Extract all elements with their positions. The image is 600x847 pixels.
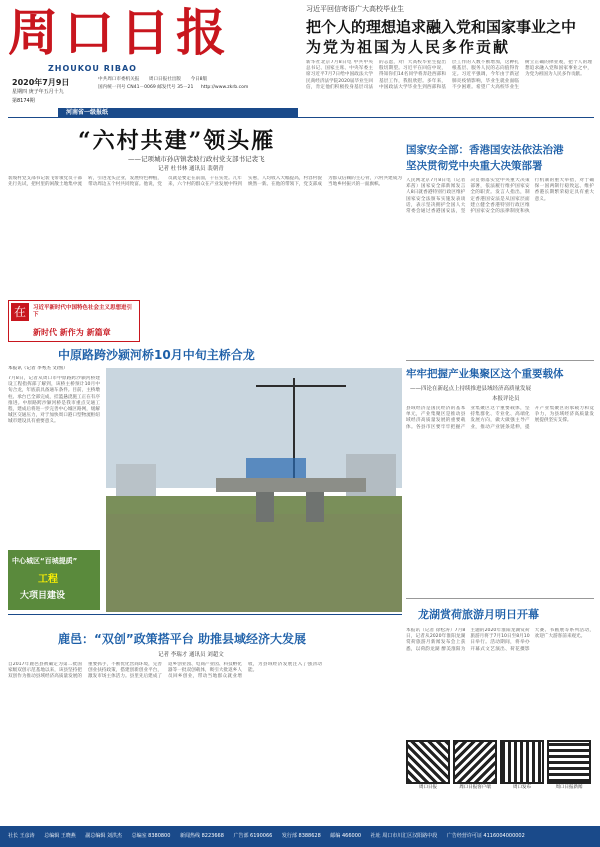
six-villages-headline: “六村共建”领头雁 — [78, 128, 276, 154]
qr-strip — [406, 740, 594, 824]
meta-2: 今日8版 — [190, 77, 208, 82]
qr-item[interactable] — [547, 740, 591, 790]
masthead-pinyin: ZHOUKOU RIBAO — [48, 64, 137, 73]
qr-label: 周口日报新闻 — [555, 785, 583, 790]
qr-item[interactable] — [453, 740, 497, 790]
masthead-meta — [98, 76, 298, 92]
water — [106, 514, 402, 612]
footer — [0, 826, 600, 847]
qr-label: 周口发布 — [513, 785, 531, 790]
masthead — [8, 4, 298, 116]
lead-kicker: 习近平回信寄语广大高校毕业生 — [306, 5, 404, 13]
bridge-pier — [306, 492, 324, 522]
bridge-headline: 中原路跨沙颍河桥10月中旬主桥合龙 — [58, 348, 255, 362]
luyi-story — [8, 618, 402, 808]
scaffolding — [246, 458, 306, 478]
divider — [406, 598, 594, 599]
lotus-body: 本报讯（记者 徐松涛）7月8日，记者从2020年淮阳龙湖赏荷旅游月新闻发布会上获悉，以荷韵龙湖 醉美淮阳为主题的2020年淮阳龙湖赏荷旅游月将于7月10日至8月10日举行。活动期间，将举办开幕式文艺演出、荷花摄影大赛、书画展等系列活动，欢迎广大游客前来观光。 — [406, 628, 594, 652]
right-column — [406, 120, 594, 800]
divider — [8, 614, 402, 615]
bridge-deck — [216, 478, 366, 492]
lead-body: 新华社北京7月8日电 中共中央总书记、国家主席、中央军委主席习近平7月7日给中国政法大学民商经济法学院2020届毕业生回信，肯定他们积极投身基层司法的志愿，对广大高校毕业生提出殷切期望。习近平在回信中说，得知你们14名同学将奔赴西部和基层工作，我很欣慰。多年来，中国政法大学毕业生到西部和基层工作的人数不断增加，这种扎根基层、服务人民的志向值得肯定。习近平强调，今年由于新冠肺炎疫情影响，毕业生就业面临不少困难。希望广大高校毕业生树立正确的择业观，把个人的理想追求融入党和国家事业之中，为党为祖国为人民多作贡献。 — [306, 60, 592, 90]
industry-headline: 牢牢把握产业集聚区这个重要载体 — [406, 368, 564, 380]
qr-label: 周口日报 — [419, 785, 437, 790]
banner-slogan: 新时代 新作为 新篇章 — [33, 328, 111, 337]
footer-item: 新闻热线 8223668 — [180, 833, 224, 839]
masthead-weekday: 星期四 庚子年五月十九 — [12, 89, 64, 95]
theme-banner — [8, 300, 140, 342]
banner-title: 习近平新时代中国特色社会主义思想进引下 — [33, 305, 133, 318]
bridge-story — [8, 342, 402, 612]
ad-line2: 工程 — [38, 574, 58, 585]
security-body: 人民网北京7月8日电（记者 邓茜）国家安全部新闻发言人8日就香港特别行政区维护国家安全法颁布实施发表谈话，表示坚决拥护全国人大常委会通过香港国安法，坚决贯彻落实党中央重大决策部署，依法履行维护国家安全的职责。发言人指出，制定香港国安法是从国家层面建立健全香港特别行政区维护国家安全的法律制度和执行机制的重大举措，对于确保一国两制行稳致远、维护香港长期繁荣稳定具有重大意义。 — [406, 178, 594, 215]
bridge-pier — [256, 492, 274, 522]
luyi-byline: 记者 李瑞才 通讯员 刘超文 — [158, 652, 224, 658]
bridge-photo — [106, 368, 402, 612]
meta-1: 周口日报社出版 — [148, 77, 181, 82]
qr-code-icon — [406, 740, 450, 784]
masthead-title: 周口日报 — [8, 3, 232, 62]
six-villages-story — [8, 120, 402, 310]
ad-line3: 大项目建设 — [20, 591, 66, 601]
footer-item: 广告经营许可证 4116004000002 — [446, 833, 525, 839]
sidebar-ad — [8, 550, 100, 610]
region-bar — [58, 108, 298, 117]
luyi-body: 自2017年鹿邑县被确定为第二批国家级双创示范基地以来，该县坚持把双创作为推动县域经济高质量发展的重要抓手，不断优化营商环境，完善创业扶持政策，搭建创新创业平台，激发市场主体活力。县里先后建成了返乡创业园、电商产业园、科技孵化器等一批双创载体，吸引大批返乡人员回乡创业，带动当地群众就业增收，为县域经济发展注入了强劲动能。 — [8, 662, 322, 680]
divider — [8, 117, 594, 118]
lead-headline-2: 为党为祖国为人民多作贡献 — [306, 38, 511, 56]
ad-title: 中心城区“百城提质” — [12, 557, 78, 565]
industry-body: 县域经济是国民经济的基本单元，产业集聚区是推动县域经济高质量发展的重要载体。各县市区要牢牢把握产业集聚区这个重要载体，坚持集群化、专业化、高端化发展方向，做大做强主导产业，推动产业链条延伸，提升产业集聚区的承载力和竞争力，为县域经济高质量发展提供坚实支撑。 — [406, 406, 594, 430]
footer-item: 社长 王彦涛 — [8, 833, 35, 839]
meta-0: 中共周口市委机关报 — [98, 77, 140, 82]
lead-headline-1: 把个人的理想追求融入党和国家事业之中 — [306, 18, 577, 36]
bridge-byline: 本报讯（记者 李秀杰 文/图） — [8, 366, 68, 371]
meta-4: http://www.zkrb.com — [200, 85, 249, 90]
footer-item: 社址 周口市川汇区汉阳路中段 — [370, 833, 438, 839]
qr-code-icon — [500, 740, 544, 784]
divider — [406, 360, 594, 361]
riverbank — [106, 496, 402, 514]
luyi-headline: 鹿邑：“双创”政策搭平台 助推县域经济大发展 — [58, 632, 306, 646]
lotus-headline: 龙湖赏荷旅游月明日开幕 — [418, 608, 539, 621]
masthead-date: 2020年7月9日 — [12, 78, 70, 87]
masthead-issue: 第8174期 — [12, 98, 35, 104]
qr-code-icon — [547, 740, 591, 784]
industry-subhead: ——四论在新起点上持续推进县域经济高质量发展 — [410, 386, 532, 392]
lead-story — [302, 4, 594, 112]
qr-item[interactable] — [406, 740, 450, 790]
footer-item: 总编室 8380800 — [131, 833, 171, 839]
bridge-body: 7月8日，记者从周口市中原路跨沙颍河桥建设工程指挥部了解到，该桥主桥预计10月中旬合龙，年底前具备通车条件。目前，主桥墩柱、承台已全部完成，挂篮悬浇施工正在有序推进。中原路跨沙颍河桥是我市重点交通工程，建成后将进一步完善中心城区路网，缓解城区交通压力，对于加快周口港口型物流枢纽城市建设具有重要意义。 — [8, 376, 100, 425]
qr-label: 周口日报客户端 — [459, 785, 491, 790]
industry-byline: 本报评论员 — [492, 396, 520, 402]
region-label: 河南省一级报纸 — [66, 109, 109, 116]
qr-code-icon — [453, 740, 497, 784]
banner-mark: 在 — [11, 303, 29, 321]
meta-3: 国内统一刊号 CN41－0069 邮发代号 35－21 — [98, 85, 194, 90]
footer-item: 总编辑 王晓燕 — [44, 833, 76, 839]
six-villages-byline: 记者 杜书林 通讯员 裴朝青 — [158, 166, 224, 172]
footer-item: 发行部 8388628 — [281, 833, 321, 839]
qr-item[interactable] — [500, 740, 544, 790]
footer-item: 邮编 466000 — [330, 833, 362, 839]
security-headline-2: 坚决贯彻党中央重大决策部署 — [406, 160, 543, 172]
footer-item: 广告部 6190066 — [233, 833, 273, 839]
six-villages-subhead: ——记项城市孙店镇裴坡行政村党支部书记裴飞 — [128, 155, 265, 163]
footer-item: 副总编辑 刘洪杰 — [85, 833, 122, 839]
six-villages-body: 裴坡村党支部书记裴飞带领党员干部先行先试，把村里的闲散土地集中流转，引进龙头企业，发展特色种植，带动周边五个村共同致富。他说，党员就是要走在前面，干在实处。几年来，六个村的群众在产业发展中得到实惠，人均收入大幅提高，村容村貌焕然一新。在他的带领下，党支部成为群众信赖的主心骨，六村共建成为当地乡村振兴的一面旗帜。 — [8, 176, 402, 188]
security-headline-1: 国家安全部：香港国安法依法治港 — [406, 144, 564, 156]
